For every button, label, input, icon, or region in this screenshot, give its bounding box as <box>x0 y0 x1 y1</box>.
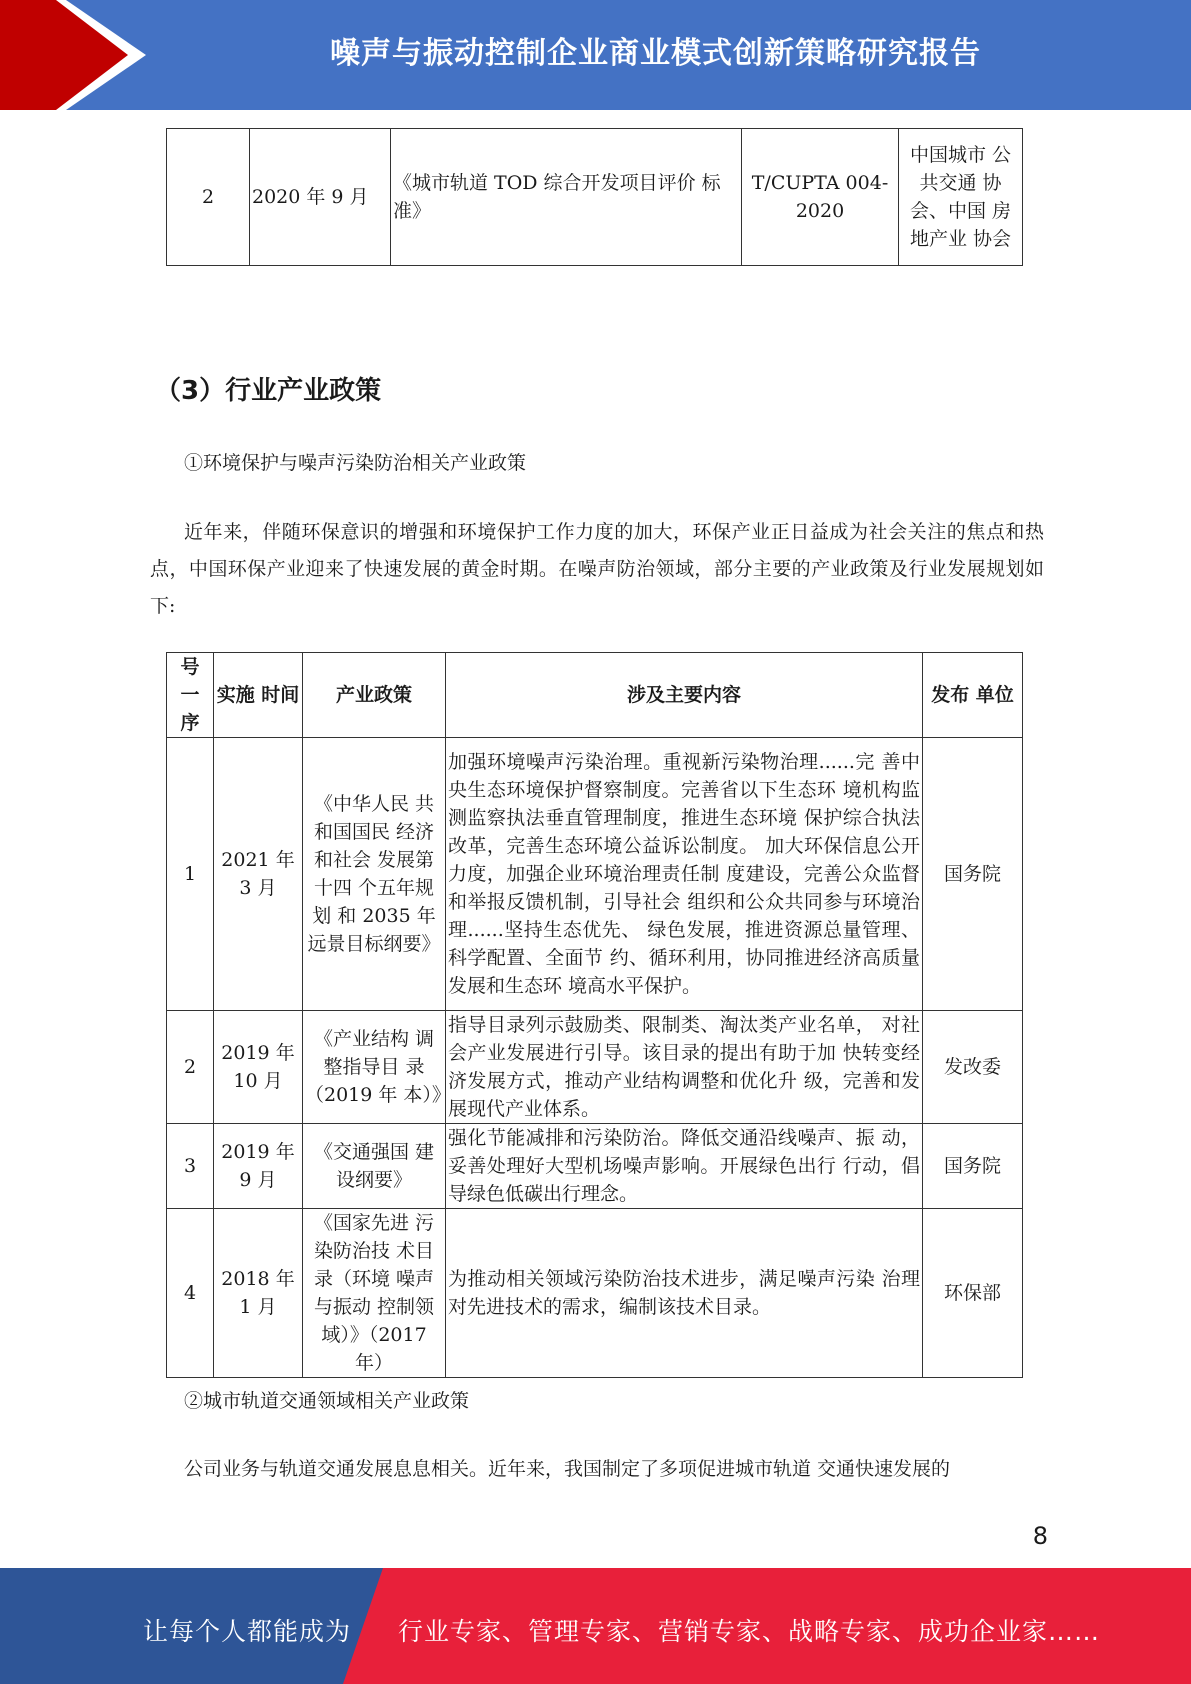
cell-index: 2 <box>167 1011 214 1124</box>
cell-policy: 《产业结构 调整指导目 录（2019 年 本）》 <box>303 1011 446 1124</box>
cell-policy: 《交通强国 建设纲要》 <box>303 1124 446 1209</box>
cell-content: 为推动相关领域污染防治技术进步，满足噪声污染 治理对先进技术的需求，编制该技术目录。 <box>446 1209 923 1378</box>
header-policy: 产业政策 <box>303 653 446 738</box>
table-row <box>167 738 1023 1011</box>
cell-date: 2019 年 9 月 <box>214 1124 303 1209</box>
cell-content: 指导目录列示鼓励类、限制类、淘汰类产业名单， 对社会产业发展进行引导。该目录的提出有助于加 快转变经济发展方式，推动产业结构调整和优化升 级，完善和发展现代产业体系。 <box>446 1011 923 1124</box>
header-content: 涉及主要内容 <box>446 653 923 738</box>
footer-slogan-left: 让每个人都能成为 <box>143 1617 352 1646</box>
subheading-rail: ②城市轨道交通领域相关产业政策 <box>184 1390 470 1412</box>
footer-slogan-right: 行业专家、管理专家、营销专家、战略专家、成功企业家…… <box>398 1617 1101 1646</box>
cell-issuer: 环保部 <box>923 1209 1023 1378</box>
cell-date: 2018 年 1 月 <box>214 1209 303 1378</box>
intro-paragraph: 近年来，伴随环保意识的增强和环境保护工作力度的加大，环保产业正日益成为社会关注的焦点和热点，中国环保产业迎来了快速发展的黄金时期。在噪声防治领域，部分主要的产业政策及行业发展规划如下: <box>150 521 1044 617</box>
header-date: 实施 时间 <box>214 653 303 738</box>
header-title: 噪声与振动控制企业商业模式创新策略研究报告 <box>330 36 981 71</box>
cell-issuer: 国务院 <box>923 738 1023 1011</box>
cell-date: 2019 年 10 月 <box>214 1011 303 1124</box>
cell-content: 强化节能减排和污染防治。降低交通沿线噪声、振 动，妥善处理好大型机场噪声影响。开展绿色出行 行动，倡导绿色低碳出行理念。 <box>446 1124 923 1209</box>
cell-index: 3 <box>167 1124 214 1209</box>
page-header <box>0 0 1191 110</box>
table-row <box>167 129 1023 266</box>
cell-date: 2021 年 3 月 <box>214 738 303 1011</box>
table-header-row <box>167 653 1023 738</box>
cell-code: T/CUPTA 004-2020 <box>742 129 899 266</box>
cell-policy: 《中华人民 共和国国民 经济和社会 发展第十四 个五年规划 和 2035 年远景目标纲要》 <box>303 738 446 1011</box>
cell-date: 2020 年 9 月 <box>250 129 391 266</box>
page-footer <box>0 1568 1191 1684</box>
cell-content: 加强环境噪声污染治理。重视新污染物治理......完 善中央生态环境保护督察制度。完善省以下生态环 境机构监测监察执法垂直管理制度，推进生态环境 保护综合执法改革，完善生态环境公益诉讼制度。 加大环保信息公开力度，加强企业环境治理责任制 度建设，完善公众监督和举报反馈机制，引导社会 组织和公众共同参与环境治理......坚持生态优先、 绿色发展，推进资源总量管理、科学配置、全面节 约、循环利用，协同推进经济高质量发展和生态环 境高水平保护。 <box>446 738 923 1011</box>
subheading-environment: ①环境保护与噪声污染防治相关产业政策 <box>184 452 527 474</box>
cell-index: 2 <box>167 129 250 266</box>
header-issuer: 发布 单位 <box>923 653 1023 738</box>
cell-policy: 《国家先进 污染防治技 术目录（环境 噪声与振动 控制领域）》（2017 年） <box>303 1209 446 1378</box>
cell-issuer: 中国城市 公共交通 协会、中国 房地产业 协会 <box>899 129 1023 266</box>
cell-name: 《城市轨道 TOD 综合开发项目评价 标准》 <box>391 129 742 266</box>
table-row <box>167 1124 1023 1209</box>
cell-issuer: 国务院 <box>923 1124 1023 1209</box>
table-row <box>167 1209 1023 1378</box>
cell-index: 1 <box>167 738 214 1011</box>
policy-table <box>166 652 1023 1378</box>
cell-issuer: 发改委 <box>923 1011 1023 1124</box>
section-title: （3）行业产业政策 <box>155 376 382 406</box>
table-row <box>167 1011 1023 1124</box>
page-number: 8 <box>1032 1522 1048 1550</box>
header-chevron-icon <box>0 0 150 110</box>
header-index: 号 一 序 <box>167 653 214 738</box>
standards-table <box>166 128 1023 266</box>
cell-index: 4 <box>167 1209 214 1378</box>
rail-paragraph: 公司业务与轨道交通发展息息相关。近年来，我国制定了多项促进城市轨道 交通快速发展的 <box>184 1458 951 1480</box>
